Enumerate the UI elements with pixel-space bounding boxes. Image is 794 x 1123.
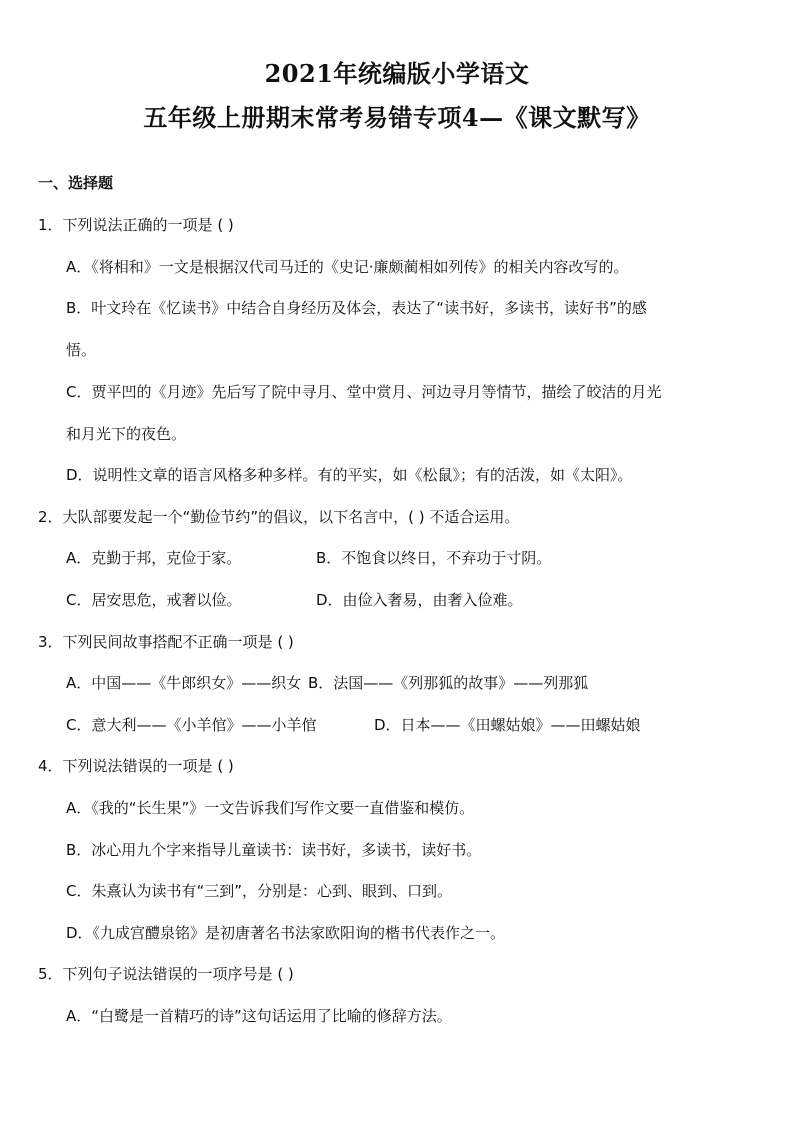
question-1-option-c: C．贾平凹的《月迹》先后写了院中寻月、堂中赏月、河边寻月等情节，描绘了皎洁的月光 bbox=[66, 383, 662, 401]
question-5-stem: 5．下列句子说法错误的一项序号是 ( ) bbox=[38, 965, 294, 983]
question-1-option-b: B．叶文玲在《忆读书》中结合自身经历及体会，表达了“读书好，多读书，读好书”的感 bbox=[66, 299, 647, 317]
question-3-option-a: A．中国——《牛郎织女》——织女 bbox=[66, 674, 302, 692]
question-2-option-b: B．不饱食以终日，不弃功于寸阴。 bbox=[316, 549, 552, 567]
question-3-stem: 3．下列民间故事搭配不正确一项是 ( ) bbox=[38, 633, 294, 651]
question-2-option-d: D．由俭入奢易，由奢入俭难。 bbox=[316, 591, 523, 609]
question-1-option-a: A．《将相和》一文是根据汉代司马迁的《史记·廉颇蔺相如列传》的相关内容改写的。 bbox=[66, 258, 629, 276]
question-2-option-a: A．克勤于邦，克俭于家。 bbox=[66, 549, 242, 567]
document-title-line-2: 五年级上册期末常考易错专项4—《课文默写》 bbox=[143, 103, 651, 132]
question-4-option-c: C．朱熹认为读书有“三到”，分别是：心到、眼到、口到。 bbox=[66, 882, 453, 900]
section-heading: 一、选择题 bbox=[38, 174, 114, 192]
question-2-option-c: C．居安思危，戒奢以俭。 bbox=[66, 591, 242, 609]
question-1-option-b-continued: 悟。 bbox=[66, 341, 97, 359]
question-1-option-d: D．说明性文章的语言风格多种多样。有的平实，如《松鼠》；有的活泼，如《太阳》。 bbox=[66, 466, 633, 484]
document-title-line-1: 2021年统编版小学语文 bbox=[264, 59, 530, 88]
question-5-option-a: A．“白鹭是一首精巧的诗”这句话运用了比喻的修辞方法。 bbox=[66, 1007, 452, 1025]
question-4-option-d: D．《九成宫醴泉铭》是初唐著名书法家欧阳询的楷书代表作之一。 bbox=[66, 924, 506, 942]
question-4-option-b: B．冰心用九个字来指导儿童读书：读书好，多读书，读好书。 bbox=[66, 841, 482, 859]
question-3-option-b: B．法国——《列那狐的故事》——列那狐 bbox=[308, 674, 589, 692]
question-2-stem: 2．大队部要发起一个“勤俭节约”的倡议，以下名言中，( ) 不适合运用。 bbox=[38, 508, 520, 526]
question-4-stem: 4．下列说法错误的一项是 ( ) bbox=[38, 757, 234, 775]
question-1-option-c-continued: 和月光下的夜色。 bbox=[66, 425, 187, 443]
question-4-option-a: A．《我的“长生果”》一文告诉我们写作文要一直借鉴和模仿。 bbox=[66, 799, 475, 817]
question-3-option-c: C．意大利——《小羊倌》——小羊倌 bbox=[66, 716, 317, 734]
question-3-option-d: D．日本——《田螺姑娘》——田螺姑娘 bbox=[374, 716, 641, 734]
question-1-stem: 1．下列说法正确的一项是 ( ) bbox=[38, 216, 234, 234]
